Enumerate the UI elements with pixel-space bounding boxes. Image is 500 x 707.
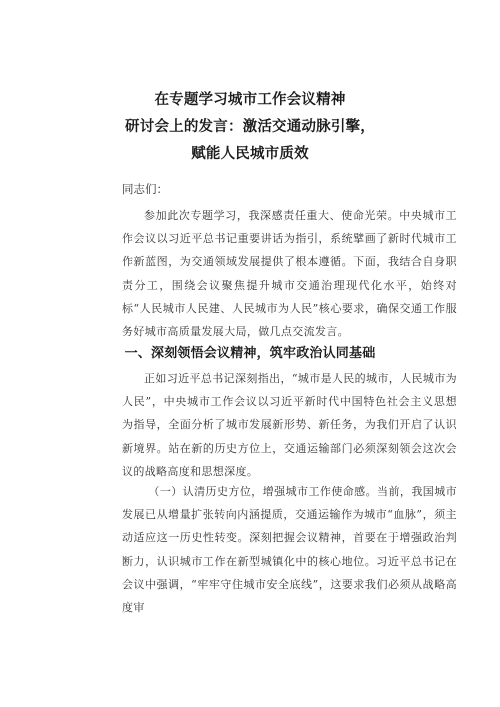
paragraph-section-1: 正如习近平总书记深刻指出，“城市是人民的城市，人民城市为人民”，中央城市工作会议以习近平新时代中国特色社会主义思想为指导，全面分析了城市发展新形势、新任务，为我们开启了认识新境界。站在新的历史方位上，交通运输部门必须深刻领会这次会议的战略高度和思想深度。 [122,372,457,478]
document-title-line-2: 研讨会上的发言：激活交通动脉引擎， [125,119,375,135]
document-title-line-1: 在专题学习城市工作会议精神 [154,92,346,108]
document-title-line-3: 赋能人民城市质效 [191,146,309,162]
salutation: 同志们： [122,182,168,196]
paragraph-intro: 参加此次专题学习，我深感责任重大、使命光荣。中央城市工作会议以习近平总书记重要讲话为指引，系统擘画了新时代城市工作新蓝图，为交通领域发展提供了根本遵循。下面，我结合自身职责分工，围绕会议聚焦提升城市交通治理现代化水平，始终对标“人民城市人民建、人民城市为人民”核心要求，确保交通工作服务好城市高质量发展大局，做几点交流发言。 [122,209,457,339]
section-heading-1: 一、深刻领悟会议精神，筑牢政治认同基础 [124,346,376,361]
paragraph-subsection-1: （一）认清历史方位，增强城市工作使命感。当前，我国城市发展已从增量扩张转向内涵提质，交通运输作为城市“血脉”，须主动适应这一历史性转变。深刻把握会议精神，首要在于增强政治判断力，认识城市工作在新型城镇化中的核心地位。习近平总书记在会议中强调，“牢牢守住城市安全底线”，这要求我们必须从战略高度审 [122,485,457,615]
